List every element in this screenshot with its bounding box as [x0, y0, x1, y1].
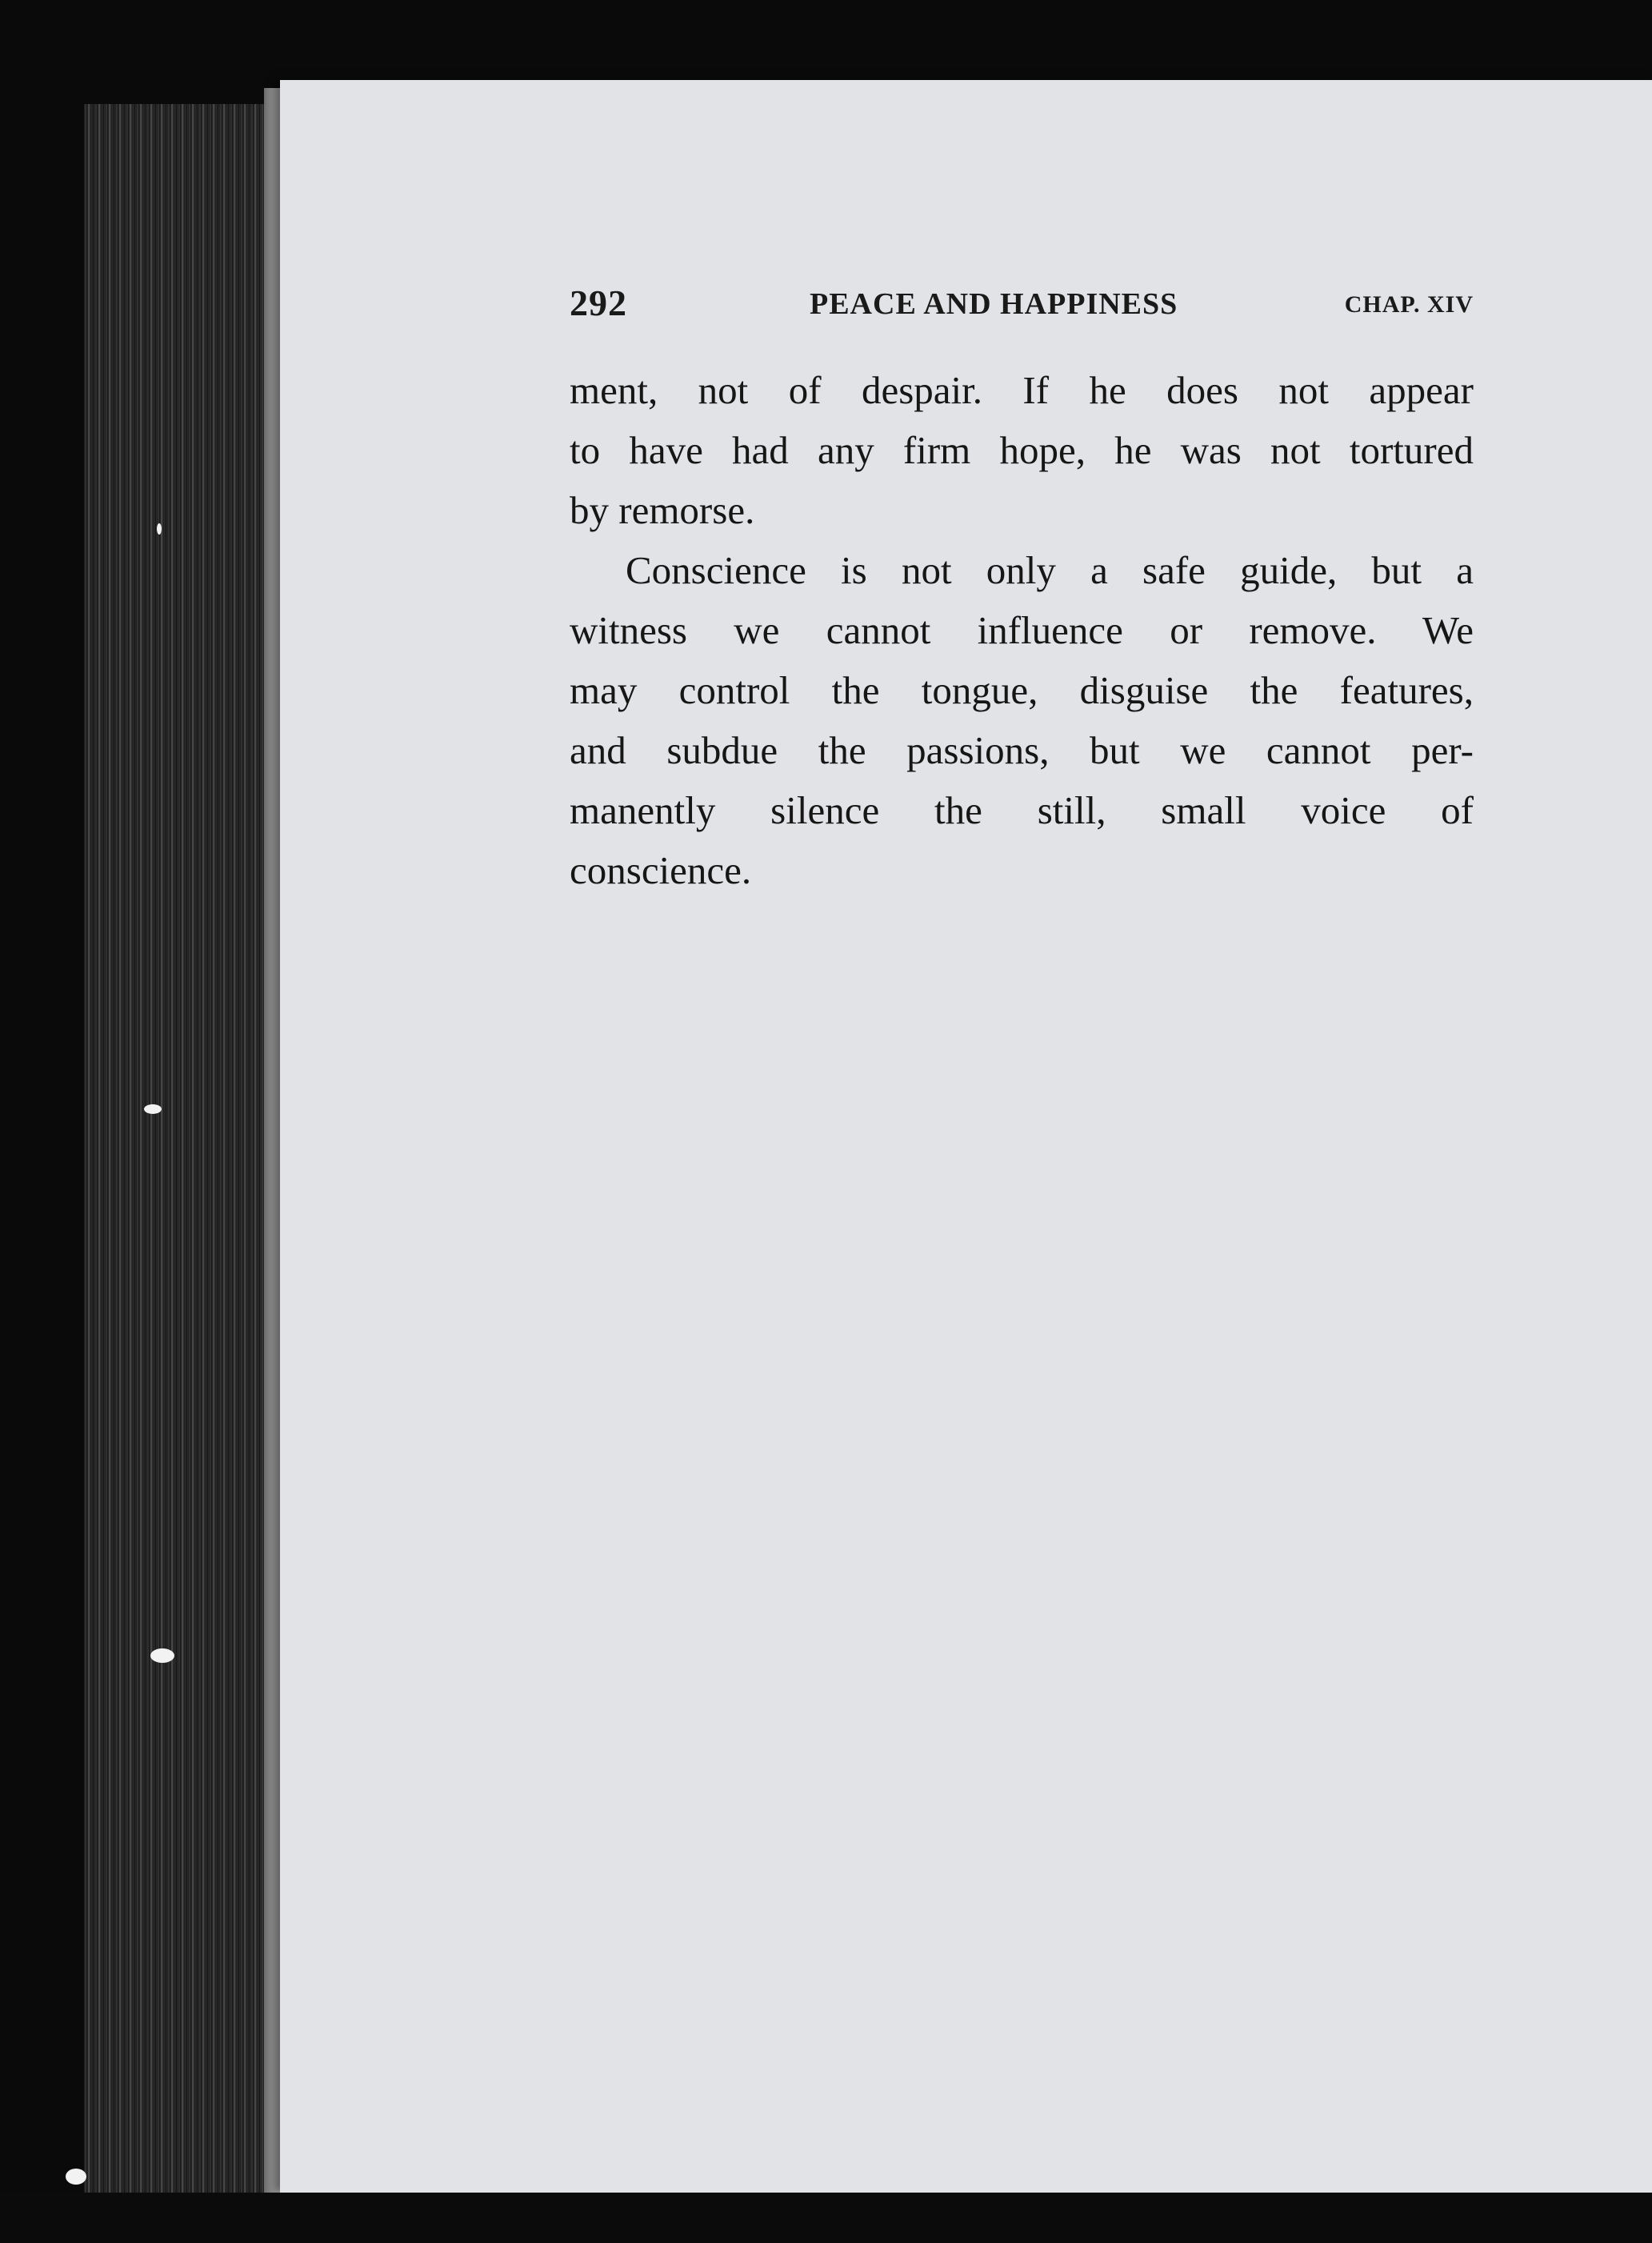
- text-line: witness we cannot influence or remove. We: [570, 608, 1474, 652]
- text-line: to have had any firm hope, he was not tortured: [570, 428, 1474, 472]
- text-line: conscience.: [570, 848, 752, 892]
- text-line: by remorse.: [570, 488, 755, 532]
- scan-speck: [144, 1104, 162, 1114]
- page-body: [570, 360, 1474, 900]
- text-line: ment, not of despair. If he does not appear: [570, 368, 1474, 412]
- text-line: manently silence the still, small voice of: [570, 788, 1474, 832]
- scan-speck: [157, 523, 162, 535]
- running-head: [570, 282, 1474, 326]
- chapter-label: CHAP. XIV: [1344, 291, 1474, 318]
- text-line: may control the tongue, disguise the features,: [570, 668, 1474, 712]
- scan-background-bottom: [0, 2193, 1652, 2243]
- running-title: PEACE AND HAPPINESS: [810, 287, 1178, 321]
- scan-speck: [150, 1648, 174, 1663]
- page-number: 292: [570, 282, 627, 323]
- scan-speck: [66, 2169, 86, 2185]
- scan-background-top: [0, 0, 1652, 88]
- paragraph-first-line: Conscience is not only a safe guide, but a: [626, 548, 1474, 592]
- book-page-edges: [84, 104, 292, 2217]
- text-line: and subdue the passions, but we cannot per-: [570, 728, 1474, 772]
